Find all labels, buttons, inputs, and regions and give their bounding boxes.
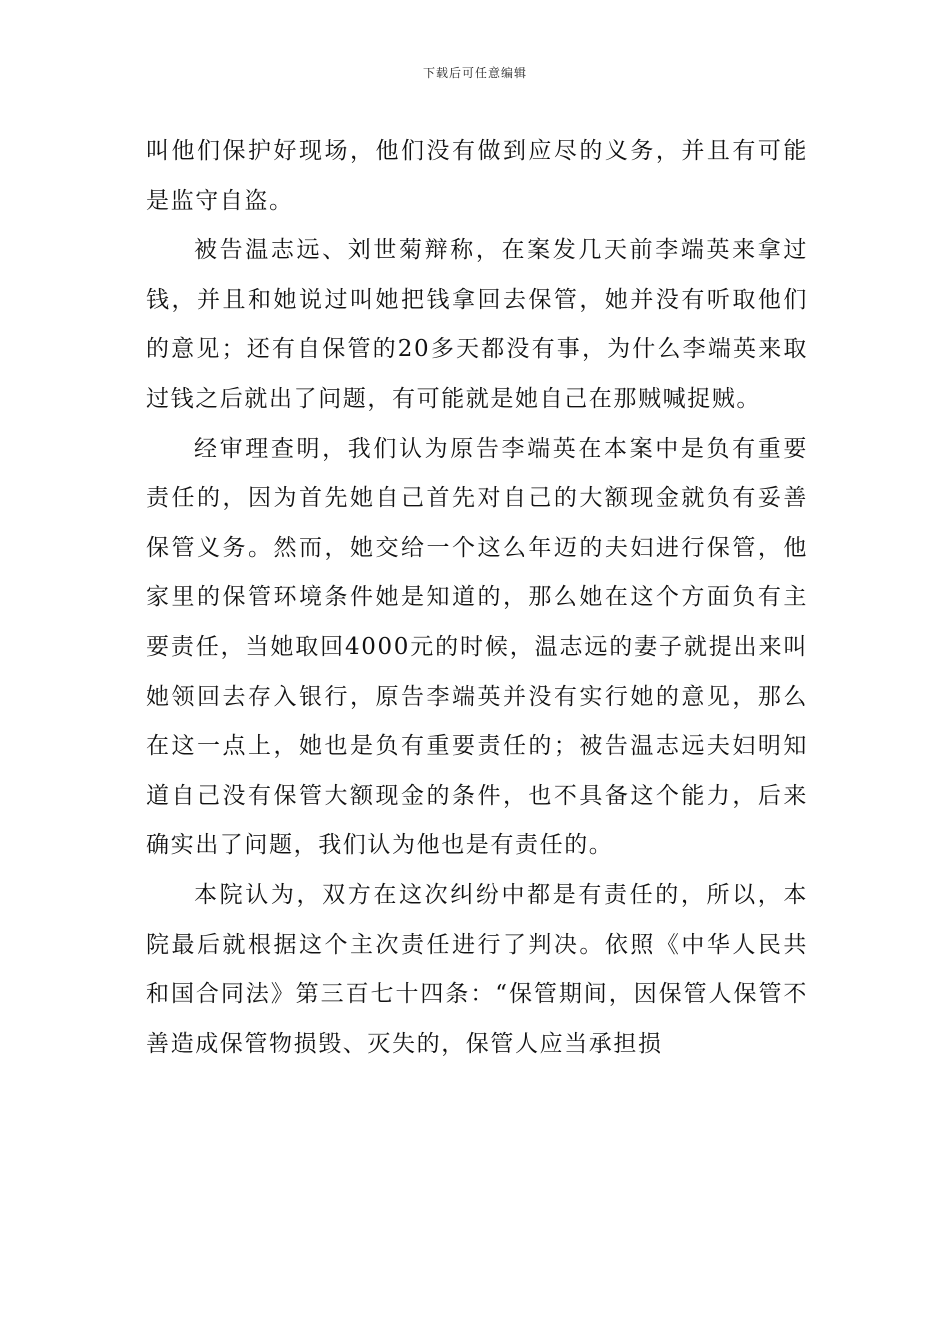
- paragraph-court-opinion: 本院认为，双方在这次纠纷中都是有责任的，所以，本院最后就根据这个主次责任进行了判决。依照《中华人民共和国合同法》第三百七十四条：“保管期间，因保管人保管不善造成保管物损毁、灭失的，保管人应当承担损: [146, 881, 808, 1057]
- paragraph-trial-findings: 经审理查明，我们认为原告李端英在本案中是负有重要责任的，因为首先她自己首先对自己的大额现金就负有妥善保管义务。然而，她交给一个这么年迈的夫妇进行保管，他家里的保管环境条件她是知道的，那么她在这个方面负有主要责任，当她取回4000元的时候，温志远的妻子就提出来叫她领回去存入银行，原告李端英并没有实行她的意见，那么在这一点上，她也是负有重要责任的；被告温志远夫妇明知道自己没有保管大额现金的条件，也不具备这个能力，后来确实出了问题，我们认为他也是有责任的。: [146, 435, 808, 859]
- paragraph-defendant-argument: 被告温志远、刘世菊辩称，在案发几天前李端英来拿过钱，并且和她说过叫她把钱拿回去保管，她并没有听取他们的意见；还有自保管的20多天都没有事，为什么李端英来取过钱之后就出了问题，有可能就是她自己在那贼喊捉贼。: [146, 237, 808, 412]
- document-body: [146, 127, 808, 1069]
- paragraph-continuation: 叫他们保护好现场，他们没有做到应尽的义务，并且有可能是监守自盗。: [146, 138, 808, 214]
- page-header: 下载后可任意编辑: [422, 66, 527, 80]
